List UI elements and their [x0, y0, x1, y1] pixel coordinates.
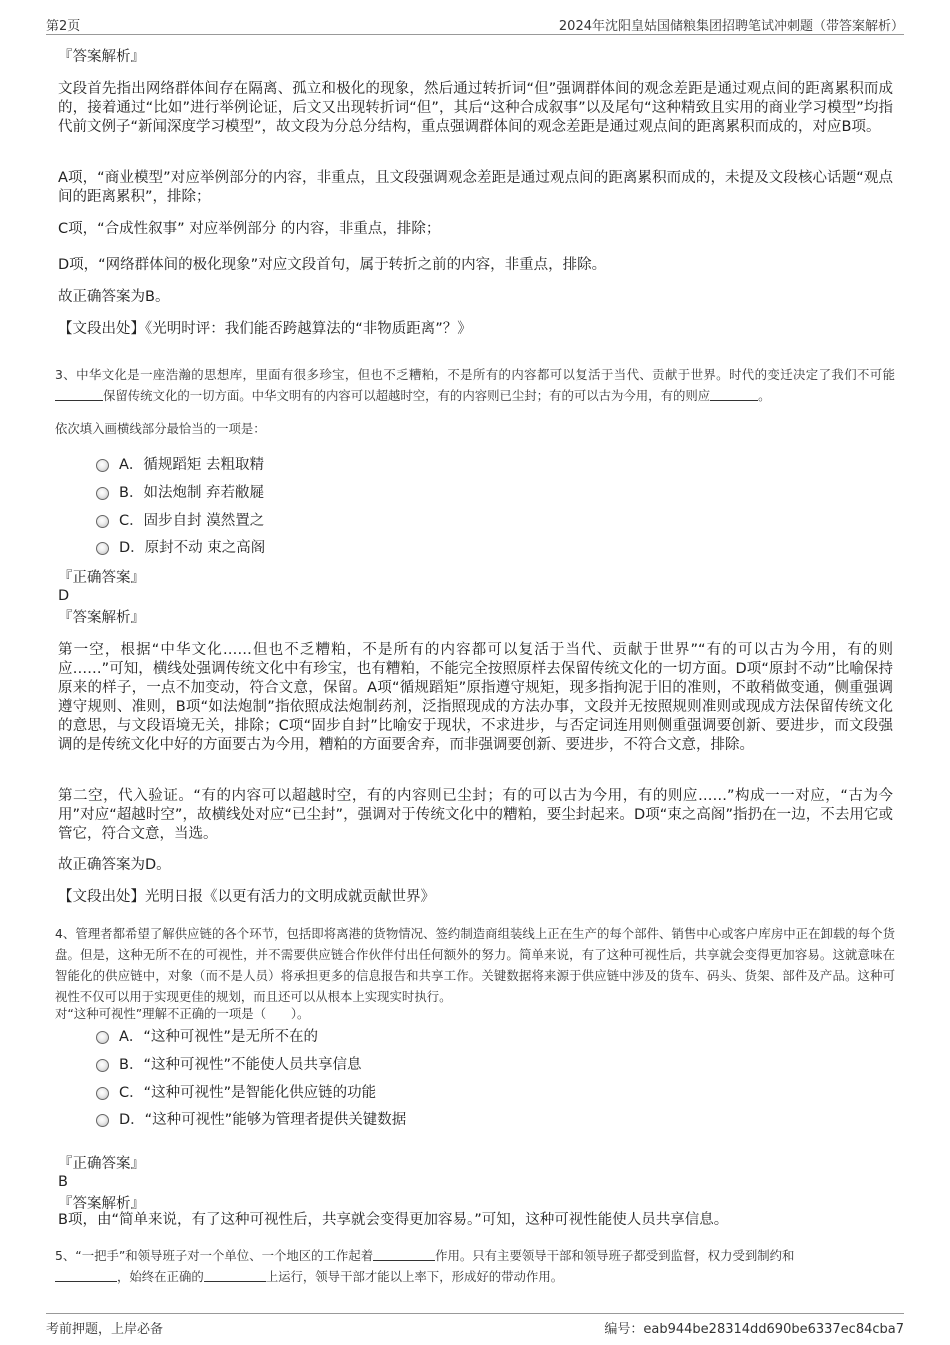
document-title: 2024年沈阳皇姑国储粮集团招聘笔试冲刺题（带答案解析） [558, 19, 904, 34]
q3-source: 【文段出处】光明日报《以更有活力的文明成就贡献世界》 [58, 889, 435, 905]
radio-icon[interactable] [96, 487, 109, 500]
q4-option-a[interactable] [96, 1027, 318, 1047]
radio-icon[interactable] [96, 459, 109, 472]
q5-stem [55, 1245, 895, 1287]
radio-icon[interactable] [96, 542, 109, 555]
q5-stem-part-d: 上运行，领导干部才能以上率下，形成好的带动作用。 [265, 1269, 564, 1284]
q4-correct-label: 『正确答案』 [58, 1156, 145, 1172]
q4-option-b[interactable] [96, 1055, 361, 1075]
footer-code-value: eab944be28314dd690be6337ec84cba7 [643, 1322, 904, 1337]
q4-analysis-label: 『答案解析』 [58, 1196, 145, 1212]
q3-option-b-label: B．如法炮制 弃若敝屣 [119, 485, 265, 501]
q3-analysis-label: 『答案解析』 [58, 610, 145, 626]
q3-stem-part-b: 保留传统文化的一切方面。中华文明有的内容可以超越时空，有的内容则已尘封；有的可以古为今用，有的则应 [103, 388, 711, 403]
q3-correct-answer: D [58, 588, 70, 604]
q3-option-c[interactable] [96, 511, 264, 531]
q3-conclusion: 故正确答案为D。 [58, 857, 171, 873]
radio-icon[interactable] [96, 1114, 109, 1127]
q4-stem: 4、管理者都希望了解供应链的各个环节，包括即将离港的货物情况、签约制造商组装线上正在生产的每个部件、销售中心或客户库房中正在卸载的每个货盘。但是，这种无所不在的可视性，并不需要供应链合作伙伴付出任何额外的努力。简单来说，有了这种可视性后，共享就会变得更加容易。这就意味在智能化的供应链中，对象（而不是人员）将承担更多的信息报告和共享工作。关键数据将来源于供应链中涉及的货车、码头、货架、部件及产品。这种可视性不仅可以用于实现更佳的规划，而且还可以从根本上实现实时执行。 [55, 926, 895, 1004]
q4-option-d[interactable] [96, 1110, 406, 1130]
radio-icon[interactable] [96, 1059, 109, 1072]
q3-prompt: 依次填入画横线部分最恰当的一项是： [55, 421, 266, 436]
q3-option-a[interactable] [96, 455, 264, 475]
radio-icon[interactable] [96, 1087, 109, 1100]
q5-stem-part-a: 5、“一把手”和领导班子对一个单位、一个地区的工作起着 [55, 1248, 374, 1263]
q4-prompt: 对“这种可视性”理解不正确的一项是（ ）。 [55, 1006, 310, 1021]
q2-analysis-p3: C项，“合成性叙事” 对应举例部分 的内容，非重点，排除； [58, 221, 441, 237]
q3-stem-part-c: 。 [758, 388, 771, 403]
q5-stem-part-b: 作用。只有主要领导干部和领导班子都受到监督，权力受到制约和 [435, 1248, 795, 1263]
q3-option-b[interactable] [96, 483, 264, 503]
radio-icon[interactable] [96, 515, 109, 528]
footer-code [604, 1318, 904, 1337]
q3-option-a-label: A．循规蹈矩 去粗取精 [119, 457, 265, 473]
page-footer [46, 1313, 904, 1338]
q3-analysis-p2: 第二空，代入验证。“有的内容可以超越时空，有的内容则已尘封；有的可以古为今用，有的则应……”构成一一对应，“古为今用”对应“超越时空”，故横线处对应“已尘封”，强调对于传统文化中的糟粕，要尘封起来。D项“束之高阁”指扔在一边，不去用它或管它，符合文意，当选。 [58, 788, 893, 842]
radio-icon[interactable] [96, 1031, 109, 1044]
q3-correct-label: 『正确答案』 [58, 570, 145, 586]
q3-option-d[interactable] [96, 538, 265, 558]
q2-analysis-p4: D项，“网络群体间的极化现象”对应文段首句，属于转折之前的内容，非重点，排除。 [58, 257, 607, 273]
q3-stem-part-a: 3、中华文化是一座浩瀚的思想库，里面有很多珍宝，但也不乏糟粕，不是所有的内容都可以复活于当代、贡献于世界。时代的变迁决定了我们不可能 [55, 367, 895, 382]
q4-option-b-label: B．“这种可视性”不能使人员共享信息 [119, 1057, 362, 1073]
q3-option-c-label: C．固步自封 漠然置之 [119, 513, 265, 529]
q4-option-a-label: A．“这种可视性”是无所不在的 [119, 1029, 318, 1045]
footer-code-label: 编号： [604, 1322, 644, 1337]
q3-blank-1 [55, 387, 103, 401]
q2-analysis-label: 『答案解析』 [58, 49, 145, 65]
q3-analysis-p1: 第一空，根据“中华文化……但也不乏糟粕，不是所有的内容都可以复活于当代、贡献于世界”“有的可以古为今用，有的则应……”可知，横线处强调传统文化中有珍宝，也有糟粕，不能完全按照原样去保留传统文化的一切方面。D项“原封不动”比喻保持原来的样子，一点不加变动，符合文意，保留。A项“循规蹈矩”原指遵守规矩，现多指拘泥于旧的准则，不敢稍做变通，侧重强调遵守规则、准则，B项“如法炮制”指依照成法炮制药剂，泛指照现成的方法办事，文段并无按照规则准则或现成方法保留传统文化的意思，与文段语境无关，排除；C项“固步自封”比喻安于现状，不求进步，与否定词连用则侧重强调要创新、要进步，而文段强调的是传统文化中好的方面要古为今用，糟粕的方面要舍弃，而非强调要创新、要进步，不符合文意，排除。 [58, 642, 893, 753]
q5-stem-part-c: ，始终在正确的 [117, 1269, 204, 1284]
q5-blank-2 [55, 1268, 117, 1282]
page-header [46, 12, 904, 35]
q2-analysis-p1: 文段首先指出网络群体间存在隔离、孤立和极化的现象，然后通过转折词“但”强调群体间的观念差距是通过观点间的距离累积而成的，接着通过“比如”进行举例论证，后文又出现转折词“但”，其后“这种合成叙事”以及尾句“这种精致且实用的商业学习模型”均指代前文例子“新闻深度学习模型”，故文段为分总分结构，重点强调群体间的观念差距是通过观点间的距离累积而成的，对应B项。 [58, 81, 893, 135]
q3-option-d-label: D．原封不动 束之高阁 [119, 540, 266, 556]
q4-analysis-p1: B项，由“简单来说，有了这种可视性后，共享就会变得更加容易。”可知，这种可视性能使人员共享信息。 [58, 1212, 729, 1228]
footer-slogan: 考前押题，上岸必备 [46, 1322, 164, 1337]
q3-stem [55, 364, 895, 406]
q2-analysis-p2: A项，“商业模型”对应举例部分的内容，非重点，且文段强调观念差距是通过观点间的距离累积而成的，未提及文段核心话题“观点间的距离累积”，排除； [58, 170, 893, 205]
q5-blank-1 [373, 1247, 435, 1261]
q3-blank-2 [710, 387, 758, 401]
q5-blank-3 [204, 1268, 266, 1282]
q2-source: 【文段出处】《光明时评：我们能否跨越算法的“非物质距离”？》 [58, 321, 472, 337]
q4-option-c-label: C．“这种可视性”是智能化供应链的功能 [119, 1085, 377, 1101]
q4-correct-answer: B [58, 1174, 68, 1190]
q2-conclusion: 故正确答案为B。 [58, 289, 170, 305]
q4-option-d-label: D．“这种可视性”能够为管理者提供关键数据 [119, 1112, 407, 1128]
page-number: 第2页 [46, 19, 81, 34]
q4-option-c[interactable] [96, 1083, 376, 1103]
